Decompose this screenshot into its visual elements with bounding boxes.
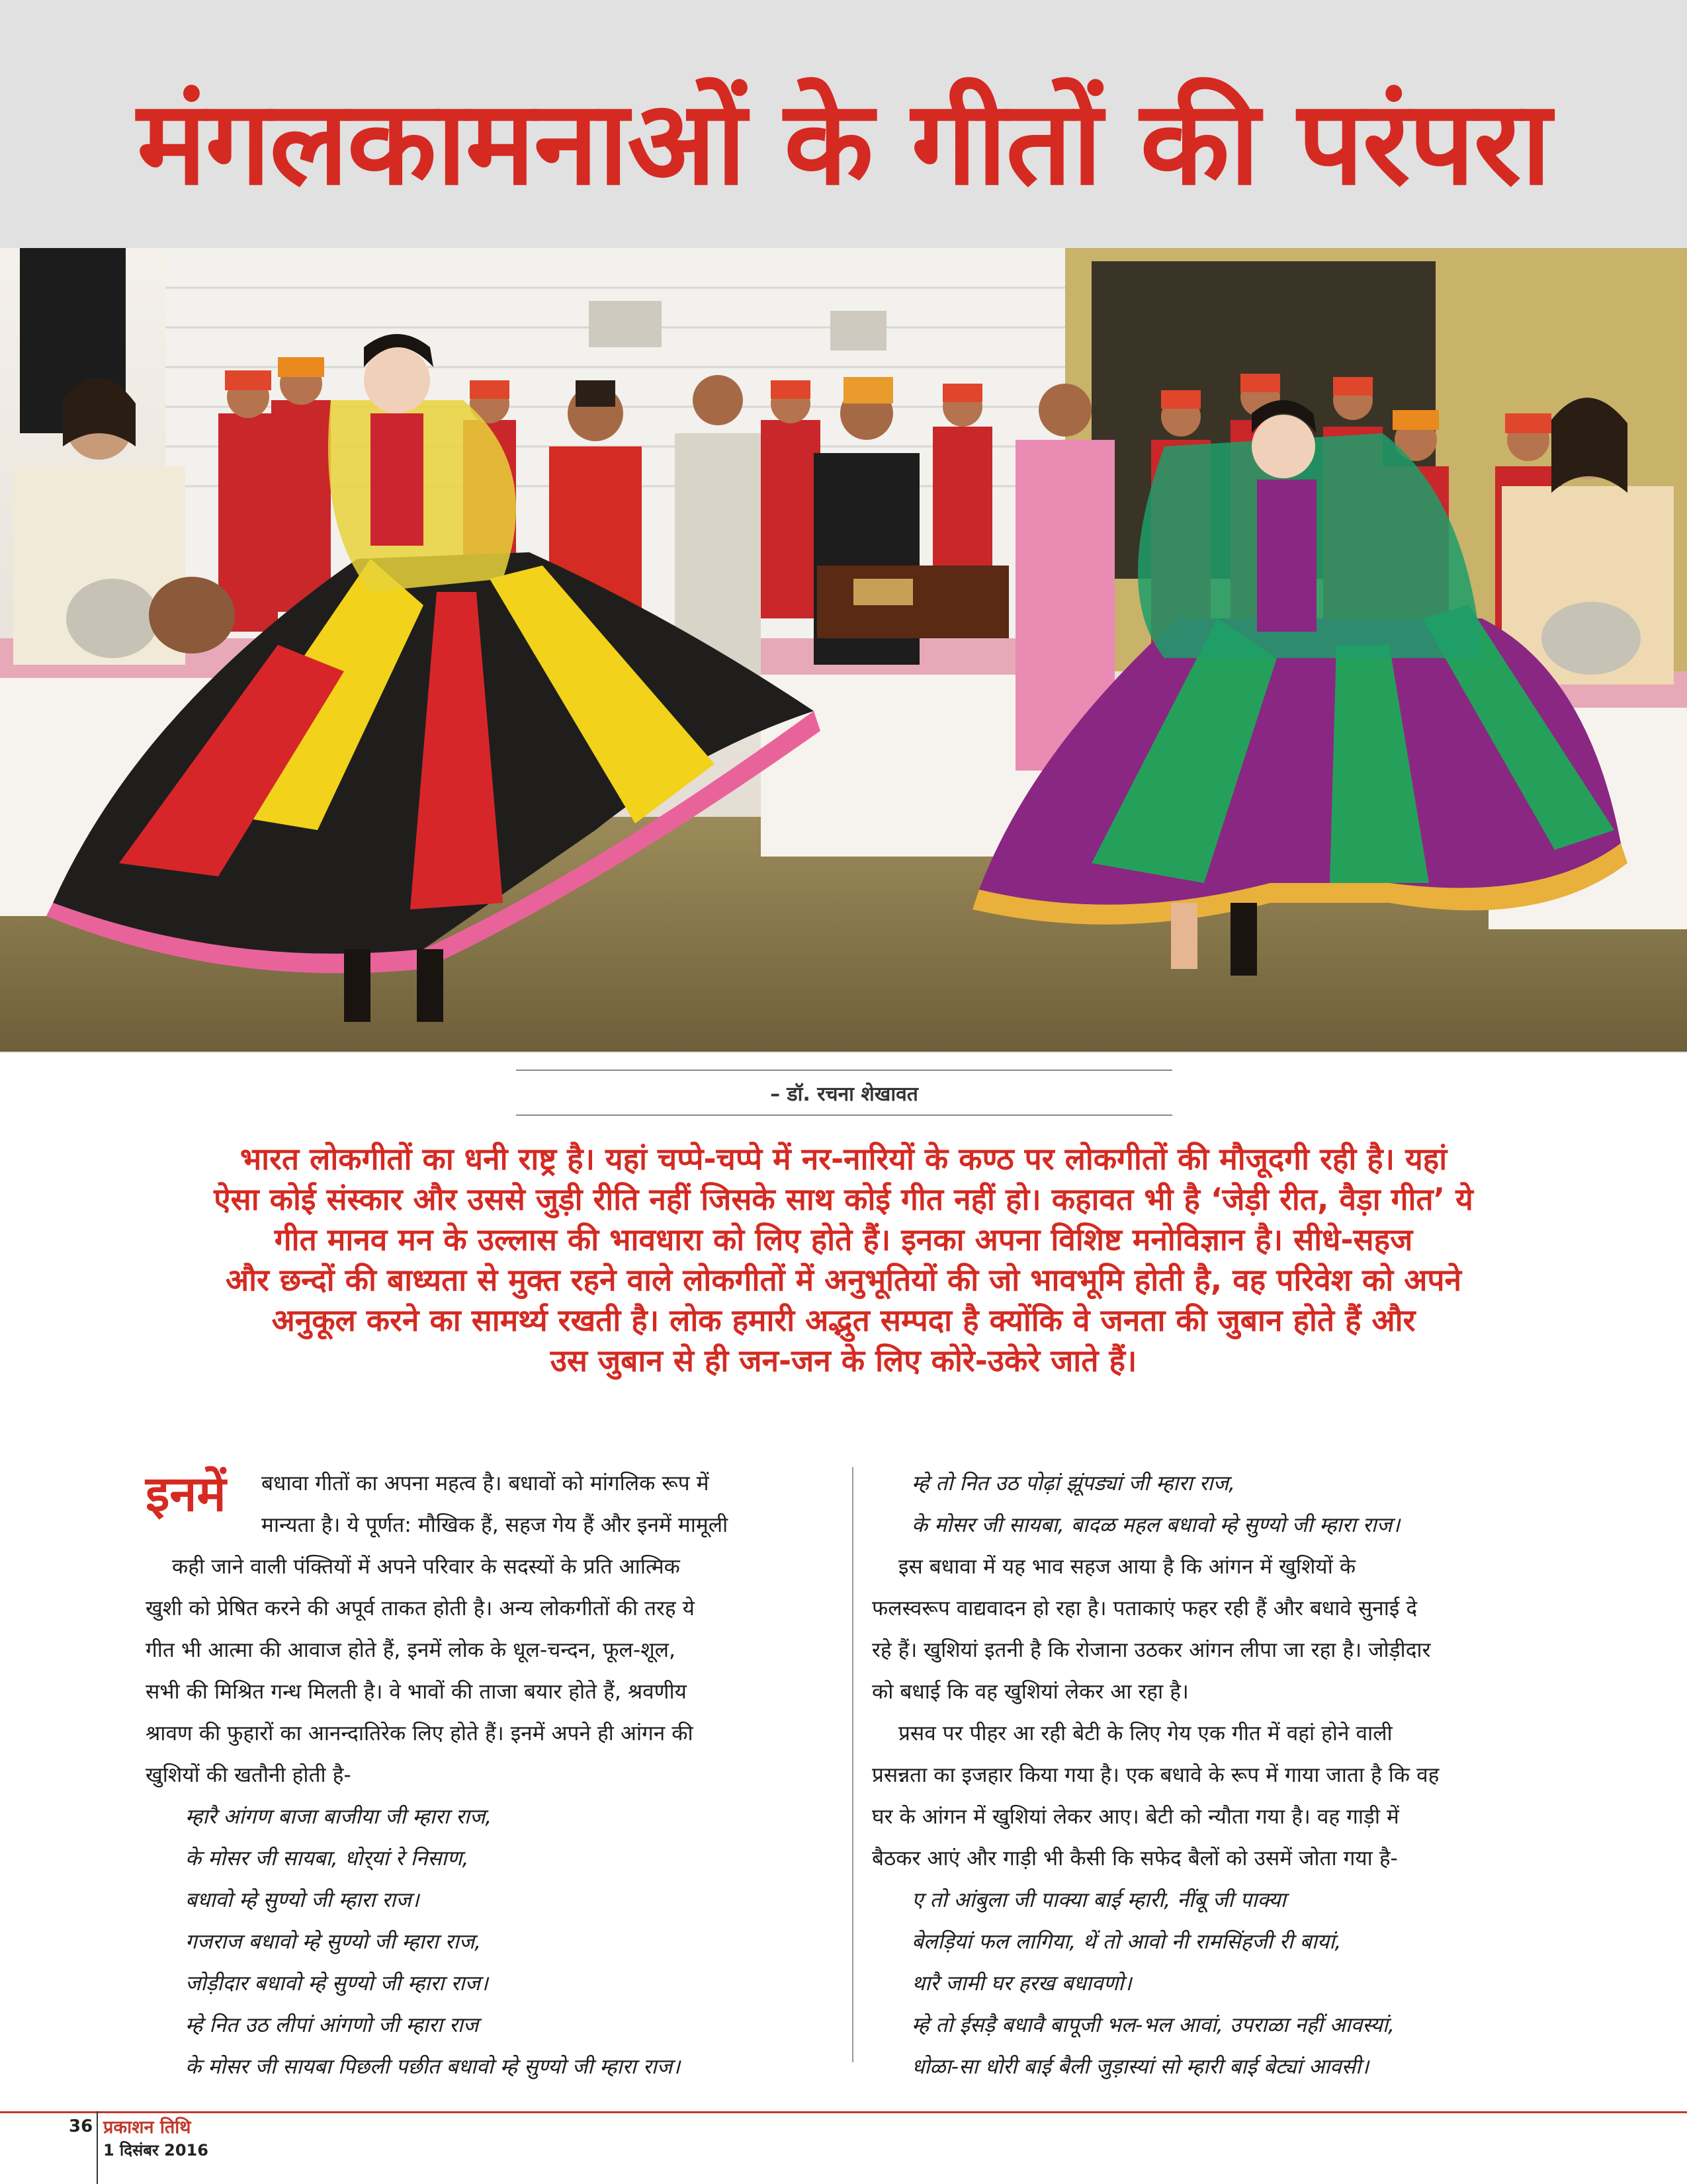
body-line: इस बधावा में यह भाव सहज आया है कि आंगन में खुशियों के bbox=[898, 1555, 1356, 1579]
intro-line: और छन्दों की बाध्यता से मुक्त रहने वाले लोकगीतों में अनुभूतियों की जो भावभूमि होती है, वह परिवेश को अपने bbox=[225, 1262, 1462, 1298]
intro-line: उस जुबान से ही जन-जन के लिए कोरे-उकेरे जाते हैं। bbox=[550, 1343, 1137, 1378]
drop-cap: इनमें bbox=[146, 1466, 226, 1523]
body-line: बधावा गीतों का अपना महत्व है। बधावों को मांगलिक रूप में bbox=[261, 1472, 709, 1495]
body-line: खुशियों की खतौनी होती है- bbox=[146, 1763, 351, 1787]
poem-line: गजराज बधावो म्हे सुण्यो जी म्हारा राज, bbox=[185, 1930, 482, 1954]
poem-line: म्हे नित उठ लीपां आंगणो जी म्हारा राज bbox=[185, 2013, 479, 2037]
footer-rule bbox=[0, 2111, 1687, 2113]
body-line: गीत भी आत्मा की आवाज होते हैं, इनमें लोक के धूल-चन्दन, फूल-शूल, bbox=[146, 1638, 676, 1662]
poem-line: बधावो म्हे सुण्यो जी म्हारा राज। bbox=[185, 1888, 419, 1912]
publication-label: प्रकाशन तिथि bbox=[103, 2117, 191, 2138]
intro-line: भारत लोकगीतों का धनी राष्ट्र है। यहां चप्पे-चप्पे में नर-नारियों के कण्ठ पर लोकगीतों की मौजूदगी रही है। यहां bbox=[239, 1141, 1448, 1177]
body-line: श्रावण की फुहारों का आनन्दातिरेक लिए होते हैं। इनमें अपने ही आंगन की bbox=[146, 1722, 693, 1745]
right-column bbox=[872, 1463, 1541, 2088]
body-line: कही जाने वाली पंक्तियों में अपने परिवार के सदस्यों के प्रति आत्मिक bbox=[172, 1555, 680, 1579]
body-line: प्रसन्नता का इजहार किया गया है। एक बधावे के रूप में गाया जाता है कि वह bbox=[872, 1763, 1440, 1787]
poem-line: जोड़ीदार बधावो म्हे सुण्यो जी म्हारा राज। bbox=[185, 1972, 488, 1995]
byline-rule-bottom bbox=[516, 1114, 1172, 1116]
intro-paragraph bbox=[126, 1139, 1561, 1381]
page-title: मंगलकामनाओं के गीतों की परंपरा bbox=[137, 75, 1550, 211]
poem-line: धोळा-सा धोरी बाई बैली जुड़ास्यां सो म्हारी बाई बेट्यां आवसी। bbox=[912, 2055, 1369, 2079]
intro-line: अनुकूल करने का सामर्थ्य रखती है। लोक हमारी अद्भुत सम्पदा है क्योंकि वे जनता की जुबान होते हैं और bbox=[271, 1302, 1416, 1338]
column-divider bbox=[852, 1467, 853, 2062]
poem-line: बेलड़ियां फल लागिया, थें तो आवो नी रामसिंहजी री बायां, bbox=[912, 1930, 1342, 1954]
poem-line: के मोसर जी सायबा, बादळ महल बधावो म्हे सुण्यो जी म्हारा राज। bbox=[912, 1513, 1401, 1537]
body-line: प्रसव पर पीहर आ रही बेटी के लिए गेय एक गीत में वहां होने वाली bbox=[898, 1722, 1393, 1745]
poem-line: म्हारै आंगण बाजा बाजीया जी म्हारा राज, bbox=[185, 1805, 492, 1829]
body-line: खुशी को प्रेषित करने की अपूर्व ताकत होती है। अन्य लोकगीतों की तरह ये bbox=[146, 1597, 695, 1620]
publication-date: 1 दिसंबर 2016 bbox=[103, 2141, 208, 2160]
body-line: को बधाई कि वह खुशियां लेकर आ रहा है। bbox=[872, 1680, 1189, 1704]
body-line: घर के आंगन में खुशियां लेकर आए। बेटी को न्यौता गया है। वह गाड़ी में bbox=[872, 1805, 1399, 1829]
body-line: मान्यता है। ये पूर्णत: मौखिक हैं, सहज गेय हैं और इनमें मामूली bbox=[261, 1513, 728, 1537]
dance-photo bbox=[0, 248, 1687, 1052]
byline-rule-top bbox=[516, 1070, 1172, 1071]
poem-line: थारै जामी घर हरख बधावणो। bbox=[912, 1972, 1132, 1995]
body-line: फलस्वरूप वाद्यवादन हो रहा है। पताकाएं फहर रही हैं और बधावे सुनाई दे bbox=[872, 1597, 1418, 1620]
poem-line: के मोसर जी सायबा पिछली पछीत बधावो म्हे सुण्यो जी म्हारा राज। bbox=[185, 2055, 681, 2079]
poem-line: ए तो आंबुला जी पाक्या बाई म्हारी, नींबू जी पाक्या bbox=[912, 1888, 1286, 1912]
intro-line: गीत मानव मन के उल्लास की भावधारा को लिए होते हैं। इनका अपना विशिष्ट मनोविज्ञान है। सीधे-सहज bbox=[274, 1222, 1413, 1257]
poem-line: म्हे तो नित उठ पोढ़ां झूंपड्यां जी म्हारा राज, bbox=[912, 1472, 1236, 1495]
author-byline: – डॉ. रचना शेखावत bbox=[770, 1083, 918, 1106]
intro-line: ऐसा कोई संस्कार और उससे जुड़ी रीति नहीं जिसके साथ कोई गीत नहीं हो। कहावत भी है ‘जेड़ी रीत, वैड़ा गीत’ ये bbox=[214, 1181, 1473, 1217]
body-line: रहे हैं। खुशियां इतनी है कि रोजाना उठकर आंगन लीपा जा रहा है। जोड़ीदार bbox=[872, 1638, 1431, 1662]
body-line: सभी की मिश्रित गन्ध मिलती है। वे भावों की ताजा बयार होते हैं, श्रवणीय bbox=[146, 1680, 687, 1704]
body-line: बैठकर आएं और गाड़ी भी कैसी कि सफेद बैलों को उसमें जोता गया है- bbox=[872, 1847, 1398, 1870]
footer-divider bbox=[97, 2111, 98, 2184]
poem-line: के मोसर जी सायबा, धोर्‌यां रे निसाण, bbox=[185, 1847, 469, 1870]
left-column bbox=[146, 1463, 815, 2088]
poem-line: म्हे तो ईसड़ै बधावै बापूजी भल-भल आवां, उपराळा नहीं आवस्यां, bbox=[912, 2013, 1395, 2037]
page-number: 36 bbox=[69, 2117, 93, 2136]
